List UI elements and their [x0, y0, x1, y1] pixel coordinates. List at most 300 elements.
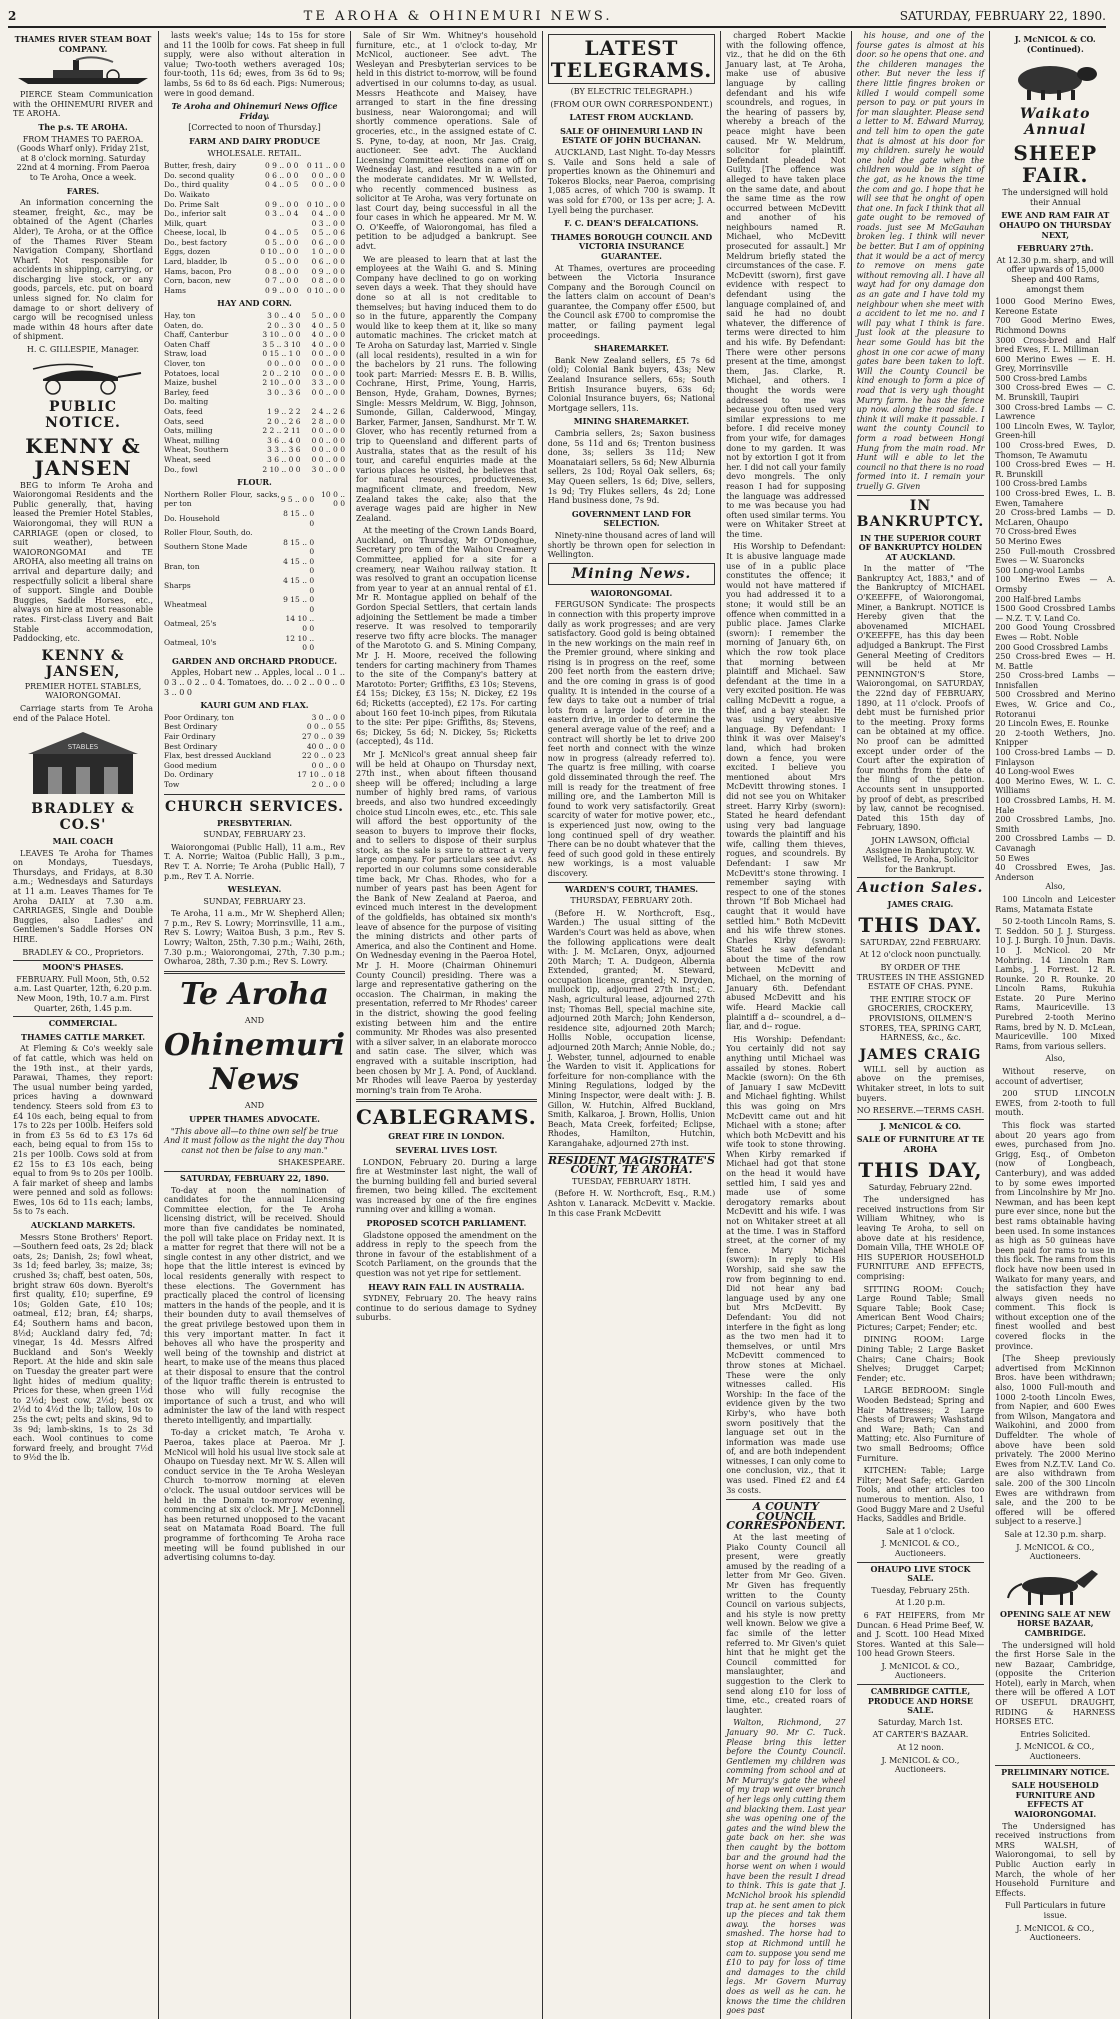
table-cell-price: 0 10 .. 0 0 [298, 200, 345, 210]
sheep-lot-item: 20 Cross-bred Lambs — D. McLaren, Ohaupo [995, 508, 1115, 527]
table-cell-item: Do. Prime Salt [164, 200, 252, 210]
resident-magistrate-body: (Before H. W. Northcroft, Esq., R.M.) Ashton v. Lanarack. McDevitt v. Mackie. In this case Frank McDevitt [548, 1189, 715, 1218]
kenny-jansen-stables: PREMIER HOTEL STABLES, WAIORONGOMAI. [13, 682, 153, 701]
wardens-court-heading: WARDEN'S COURT, THAMES. [548, 882, 715, 895]
sheep-lot-item: 1500 Good Crossbred Lambs — N.Z. T. V. Land Co. [995, 604, 1115, 623]
farm-produce-columns: WHOLESALE. RETAIL. [164, 149, 345, 159]
editorial-date: SATURDAY, FEBRUARY 22, 1890. [164, 1171, 345, 1184]
cricket-item: We are pleased to learn that at last the employees at the Waihi G. and S. Mining Company have declined to go on working seven days a week. That they should have done so at all is not creditable to themselves; but having induced them to do so in the future, apparently the Company would like to keep them at it, like so many automatic machines. The cricket match at Te Aroha on Saturday last, Married v. Single (all local residents), resulted in a win for the bachelors by 21 runs. The following took part: Married: Messrs E. B. B. Willis, Cochrane, Hirst, Prime, Young, Harris, Benson, Hyde, Graham, Downes, Byrnes; Single: Messrs Meldrum, W. Bigg, Johnson, Sumonde, Gillan, Calderwood, Mingay, Barker, Farmer, Jansen, Sandhurst. Mr T. W. Glover, who has recently returned from a trip to Queensland and different parts of Australia, states that as the result of his tour, and careful enquiries made at the various places he visited, he believes that for natural resources, productiveness, magnificent climate, and freedom, New Zealand takes the cake; also that the average wages paid are higher in New Zealand. [356, 255, 537, 524]
sheep-fair-item: Mr J. McNicol's great annual sheep fair will be held at Ohaupo on Thursday next, 27th inst., when about fifteen thousand sheep will be offered; including a large number of highly bred rams, of various breeds, and also two hundred exceedingly choice stud Lincoln ewes, etc., etc. This sale will afford the best opportunity of the season to buyers to improve their flocks, and to sellers to dispose of their surplus stock, as the sale is sure to attract a very large company. For particulars see advt. As reported in our columns some considerable time back, Mr Chas. Rhodes, who for a number of years past has been Agent for the Bank of New Zealand at Paeroa, and evinced much interest in the development of the goldfields, has obtained six month's leave of absence for the purpose of visiting the mining districts and other parts of America, and also the Continent and Home. On Wednesday evening in the Paeroa Hotel, Mr J. H. Moore (Chairman Ohinemuri County Council) presiding. There was a large and representative gathering on the occasion. The Chairman, in making the presentation, referred to Mr Rhodes' career in the district, showing the good feeling existing between him and the entire community. Mr Rhodes was also presented with a silver salver, in an elaborate morocco and satin case. The silver, which was engraved with a suitable inscription, had been chosen by Mr J. A. Pond, of Auckland. Mr Rhodes will leave Paeroa by yesterday morning's train from Te Aroha. [356, 750, 537, 1095]
court-case-part-2: His Worship to Defendant: It is abusive language made use of in a public place constitutes the offence; it would not have mattered if you had addressed it to a stone; it would still be an offence when committed in a public place. James Clarke (sworn): I remember the morning of January 6th, on which the row took place that morning between plaintiff and Michael. Saw defendant at the time in a very excited position. He was calling McDevitt a rogue, a thief, and a bay stealer. He was using very abusive language. By Defendant: I think it was over Maisey's land, which had broken down a fence, you were excited. I believe you mentioned about Mrs McDevitt throwing stones. I did not see you on Whitaker street. Harry Kirby (sworn): Stated he heard defendant using very bad language towards the plaintiff and his wife, calling them thieves, rogues, and scoundrels. By Defendant: I saw Mr McDevitt's stone throwing. I remember saying with respect to one of the stones thrown "If Bob Michael had caught that it would have settled him." Both McDevitt and his wife threw stones. Charles Kirby (sworn): Stated he saw defendant about the time of the row between McDevitt and Michael, on the morning of January 6th. Defendant abused McDevitt and his wife. Heard Mackie call plaintiff a d-- scoundrel, a d-- liar, and d-- rogue. [726, 542, 845, 1031]
kauri-gum-row [164, 713, 345, 723]
cambridge-sale-time: At 12 noon. [857, 1743, 985, 1753]
table-cell-price: 14 10 .. 0 0 [280, 614, 314, 633]
farm-produce-row [164, 180, 345, 190]
column-2 [159, 31, 351, 2019]
table-cell-item: Flax, best dressed Auckland [164, 751, 289, 761]
crown-lands-item: At the meeting of the Crown Lands Board, Auckland, on Thursday, Mr O'Donoghue, Secretary pro tem of the Waihou Creamery Committee, applied for a site for a creamery, near Waihou railway station. It was resolved to grant an occupation license from year to year at an annual rental of £1. Mr R. Montague applied on behalf of the Gordon Special Settlers, that certain lands adjoining the Settlement be made a timber reserve. It was resolved to temporarily reserve two fifty acre blocks. The manager of the Marototo G. and S. Mining Company, Mr J. H. Moore, received the following tenders for carting machinery from Thames to the site of the Company's battery at Marototo: Porter; Griffiths, £3 10s; Stevens, £4 15s; Dickey, £3 15s; N. Dickey, £2 19s 6d; Ricketts (accepted), £2 17s. For carting about 160 feet 10-inch pipes, from Rikutaia to the site: Per pipe: Griffiths, 8s; Stevens, 6s; Dickey, 5s 6d; N. Dickey, 5s; Ricketts (accepted), 4s 11d. [356, 526, 537, 747]
table-cell-price: 22 0 .. 0 23 [289, 751, 345, 761]
table-cell-price: 0 5 .. 0 0 [252, 257, 299, 267]
table-cell-price: 2 0 .. 2 6 [250, 417, 301, 427]
table-cell-item: Clover, ton [164, 359, 250, 369]
land-sale-body: AUCKLAND, Last Night. To-day Messrs S. Vaile and Sons held a sale of properties known as the Ohinemuri and Tokeros Blocks, near Paeroa, comprising 1,085 acres, of which 700 is swamp. It was sold for £700, or 13s per acre; J. A. Lyell being the purchaser. [548, 148, 715, 215]
local-items: Sale of Sir Wm. Whitney's household furniture, etc., at 1 o'clock to-day, Mr McNicol, auctioneer. See advt. The Wesleyan and Presbyterian services to be held in this district to-morrow, will be found advertised in our columns to-day, as usual. Messrs Heathcote and Maisey, have arranged to start in the fine dressing business, near Waiorongomai; and will shortly commence operations. Sale of groceries, etc., in the assigned estate of C. S. Pyne, to-day, at noon, Mr Jas. Craig, auctioneer. See advt. The Auckland Licensing Committee elections came off on Wednesday last, and resulted in a win for the moderate candidates. Mr W. Wellsted, who recently commenced business as solicitor at Te Aroha, was very fortunate on last Court day, being successful in all the four cases in which he appeared. Mr M. W. O. O'Keeffe, of Waiorongomai, has filed a petition to be adjudged a bankrupt. See advt. [356, 31, 537, 252]
garden-produce-heading: GARDEN AND ORCHARD PRODUCE. [164, 657, 345, 667]
given-letter: Walton, Richmond, 27 January 90. Mr C. Tuck. Please bring this letter before the County Council. Gentlemen my children was comming from school and at Mr Murray's gate the wheel of my trap went over branch of her legs only cutting them and blacking them. Last year she was opening one of the gates and the wind blew the gate back on her. she was then caught by the bottom bar and the ground had the horse went on when i would have been the result I dread to think. This is gate that J. McNichol brook his splendid trap at. he sent amen to pick up the pieces and tak them away. the horses was smashed. The horse had to stop at Richmond untill he cam to. suppose you send me £10 to pay for loss of time and damages to the child legs. Mr Govern Murray does as well as he can. he knows the time the children goes past [726, 1718, 845, 2015]
sheep-lot-item: 100 Merino Ewes — A. Ormsby [995, 575, 1115, 594]
kenny-jansen-heading-2: KENNY & JANSEN, [13, 648, 153, 680]
shakespeare-attribution: SHAKESPEARE. [164, 1158, 345, 1168]
sheep-lot-item: 100 Cross-bred Ewes — H. R. Brunskill [995, 460, 1115, 479]
farm-produce-row [164, 200, 345, 210]
table-cell-price [250, 397, 301, 407]
table-cell-price: 4 0 .. 5 0 [301, 321, 345, 331]
table-cell-price: 0 0 .. 0 0 [301, 426, 345, 436]
mining-sharemarket-body: Cambria sellers, 2s; Saxon business done, 5s 11d and 6s; Trenton business done, 3s; sellers 3s 11d; New Moanataiari sellers, 5s 6d; New Alburnia sellers, 2s 10d; Royal Oak sellers, 6s; May Queen sellers, 1s 6d; Dive, sellers, 1s 9d; Try Flukes sellers, 4s 2d; Lone Hand business done, 7s 9d. [548, 429, 715, 506]
table-cell-item: Straw, load [164, 349, 250, 359]
rain-heading: HEAVY RAIN FALL IN AUSTRALIA. [356, 1283, 537, 1293]
sheep-lot-item: 200 Crossbred Lambs, Jno. Smith [995, 815, 1115, 834]
flour-row [164, 595, 345, 614]
james-craig-body: WILL sell by auction as above on the premises, Whitaker street, in lots to suit buyers. [857, 1065, 985, 1103]
table-cell-price: 0 0 .. 0 0 [301, 455, 345, 465]
table-cell-item: Oats, feed [164, 407, 250, 417]
steamer-name: The p.s. TE AROHA. [13, 123, 153, 133]
table-cell-price: 4 0 .. 0 0 [301, 340, 345, 350]
masthead [8, 6, 1106, 28]
farm-produce-row [164, 238, 345, 248]
market-continued: lasts week's value; 14s to 15s for store and 11 the 100lb for cows. Fat sheep in full supply, were also without alteration in value; Two-tooth wethers averaged 10s; four-tooth, 11s 6d; ewes, from 3s 6d to 9s; lambs, 5s 6d to 8s 6d each. Pigs: Numerous; were in good demand. [164, 31, 345, 98]
kauri-gum-row [164, 722, 345, 732]
table-cell-price: 0 9 .. 0 0 [252, 286, 299, 296]
sheep-lot-item: 70 Cross-bred Ewes [995, 527, 1115, 537]
flour-row [164, 528, 345, 538]
steamboat-icon [13, 58, 153, 86]
table-cell-item: Sharps [164, 576, 280, 595]
table-cell-price: 0 4 .. 0 5 [252, 228, 299, 238]
table-cell-item: Wheat, Southern [164, 445, 250, 455]
sheep-lot-item: 500 Crossbred and Merino Ewes, W. Grice and Co., Rotoranui [995, 690, 1115, 719]
wesleyan-heading: WESLEYAN. [164, 885, 345, 895]
table-cell-price: 9 5 .. 0 0 [280, 490, 314, 509]
wesleyan-date: SUNDAY, FEBRUARY 23. [164, 897, 345, 907]
opening-sale-heading: OPENING SALE AT NEW HORSE BAZAAR, CAMBRIDGE. [995, 1610, 1115, 1639]
stables-building-icon [28, 727, 138, 797]
newspaper-name-ohinemuri: Ohinemuri News [164, 1029, 345, 1097]
fire-subheading: SEVERAL LIVES LOST. [356, 1146, 537, 1156]
table-cell-price: 0 5 .. 0 6 [298, 228, 345, 238]
table-cell-price: 0 9 .. 0 0 [252, 161, 299, 171]
table-cell-item: Cheese, local, lb [164, 228, 252, 238]
hay-corn-row [164, 369, 345, 379]
table-cell-price: 0 0 .. 0 0 [298, 171, 345, 181]
table-cell-price: 3 0 .. 0 0 [301, 465, 345, 475]
table-cell-price: 0 0 .. 0 0 [301, 445, 345, 455]
hay-corn-row [164, 397, 345, 407]
hay-corn-row [164, 378, 345, 388]
table-cell-price [314, 538, 345, 557]
table-cell-price: 0 4 .. 0 0 [298, 209, 345, 219]
table-cell-item: Eggs, dozen [164, 247, 252, 257]
latest-telegrams-heading: LATEST TELEGRAMS. [548, 34, 715, 84]
table-cell-price: 3 10 .. 0 0 [250, 330, 301, 340]
flour-row [164, 614, 345, 633]
kauri-gum-row [164, 751, 345, 761]
resident-magistrate-heading: RESIDENT MAGISTRATE'S COURT, TE AROHA. [548, 1153, 715, 1175]
sheep-lot-item: 100 Cross-bred Lambs [995, 479, 1115, 489]
table-cell-item: Oats, seed [164, 417, 250, 427]
table-cell-price: 9 15 .. 0 0 [280, 595, 314, 614]
moon-phases-heading: MOON'S PHASES. [13, 960, 153, 973]
table-cell-price: 0 11 .. 0 0 [298, 161, 345, 171]
government-land-heading: GOVERNMENT LAND FOR SELECTION. [548, 510, 715, 529]
kauri-gum-row [164, 770, 345, 780]
sheep-lot-item: 100 Lincoln Ewes, W. Taylor, Green-hill [995, 422, 1115, 441]
commercial-heading: COMMERCIAL. [13, 1016, 153, 1029]
hay-corn-row [164, 340, 345, 350]
table-cell-price: 2 0 .. 2 10 [250, 369, 301, 379]
court-case-part-1: charged Robert Mackie with the following offence, viz., that he did on the 6th January last, at Te Aroha, make use of abusive language by calling defendant and his wife scoundrels, and rogues, in the hearing of passers by, whereby a breach of the peace might have been caused. Mr W. Meldrum, solicitor for plaintiff. Defendant pleaded Not Guilty. [The offence was alleged to have taken place on the same date, and about the same time as the row occurred between McDevitt and another of his neighbours named R. Michael, who McDevitt prosecuted for assault.] Mr Meldrum briefly stated the circumstances of the case. F. McDevitt (sworn), first gave evidence with respect to defendant using the language complained of, and said he had no doubt whatever, the difference of terms were directed to him and his wife. By Defendant: There were other persons present at the time, amongst them, Jas. Clarke, R. Michael, and others. I thought the words were addressed to me was because you often used very similar expressions to me before. I did receive money from your wife, for damages done to my garden. It was not by extortion I got it from her. I did not call your family devo mongrels. The only reason I had for supposing the language was addressed to me was because you had often used similar terms. You were on Whitaker Street at the time. [726, 31, 845, 539]
table-cell-price: 3 5 .. 3 10 [250, 340, 301, 350]
table-cell-price: 0 4 .. 0 5 [252, 180, 299, 190]
kenny-jansen-heading: KENNY & JANSEN [13, 435, 153, 479]
hay-corn-row [164, 407, 345, 417]
kauri-gum-row [164, 780, 345, 790]
this-day-time: At 12 o'clock noon punctually. [857, 950, 985, 960]
latest-auckland-heading: LATEST FROM AUCKLAND. [548, 113, 715, 123]
column-4 [543, 31, 721, 2019]
wardens-court-body: (Before H. W. Northcroft, Esq., Warden.) The usual sitting of the Warden's Court was held as above, when the following applications were dealt with: J. M. McLaren, Onyx, adjourned 20th March; T. A. Dudgeon, Albernia Extended, granted; M. Steward, occupation license, granted; N. Dryden, mullock tip, adjourned 27th inst.; C. Nash, agricultural lease, adjourned 27th inst; Thomas Bell, special machine site, adjourned 20th March; John Kenderson, residence site, adjourned 20th March; Hollis Noble, occupation license, adjourned 20th March; Annie Noble, do.; J. Webster, tunnel, adjourned to enable the Warden to visit it. Applications for forfeiture for non-compliance with the Mining Regulations, lodged by the Mining Inspector, were dealt with: J. B. Gillon, W. Hutchin, Alfred Buckland, Smith, Kalkaroa, J. Brown, Hollis, Union Beach, Mata Creek, forfeited; Eclipse, Rhodes, Hamilton, Hutchin, Karangahake, adjourned 27th inst. [548, 909, 715, 1149]
kauri-gum-row [164, 761, 345, 771]
sheep-lot-item: 400 Merino Ewes, W. L. C. Williams [995, 777, 1115, 796]
sheep-lot-item: 300 Cross-bred Ewes — C. M. Brunskill, Taupiri [995, 383, 1115, 402]
moon-phases-body: FEBRUARY. Full Moon, 5th, 0.52 a.m. Last Quarter, 12th, 6.20 p.m. New Moon, 19th, 10.7 a.m. First Quarter, 26th, 1.45 p.m. [13, 975, 153, 1013]
table-cell-item: Oatmeal, 10's [164, 634, 280, 653]
rain-body: SYDNEY, February 20. The heavy rains continue to do serious damage to Sydney suburbs. [356, 1294, 537, 1323]
table-cell-price [252, 190, 299, 200]
table-cell-item: Do. Ordinary [164, 770, 289, 780]
government-land-body: Ninety-nine thousand acres of land will shortly be thrown open for selection in Wellington. [548, 531, 715, 560]
sheep-lot-item: 50 Merino Ewes [995, 537, 1115, 547]
sheep-lot-item: 500 Cross-bred Lambs [995, 374, 1115, 384]
flour-row [164, 509, 345, 528]
sheep-fair-date: FEBRUARY 27th. [995, 244, 1115, 254]
hay-corn-row [164, 349, 345, 359]
land-sale-heading: SALE OF OHINEMURI LAND IN ESTATE OF JOHN BUCHANAN. [548, 127, 715, 146]
farm-produce-row [164, 286, 345, 296]
table-cell-price: 2 10 .. 0 0 [250, 378, 301, 388]
cambridge-sale-date: Saturday, March 1st. [857, 1718, 985, 1728]
hay-corn-row [164, 436, 345, 446]
table-cell-price: 0 0 .. 0 0 [301, 388, 345, 398]
wesleyan-body: Te Aroha, 11 a.m., Mr W. Shepherd Allen; 7 p.m., Rev S. Lowry; Morrinsville, 11 a.m., Rev S. Lowry; Waitoa Bush, 3 p.m., Rev S. Lowry; Walton, 25th, 7.30 p.m.; Waihi, 26th, 7.30 p.m.; Waiorongomai, 27th, 7.30 p.m.; Owharoa, 28th, 7.30 p.m.; Rev S. Lowry. [164, 909, 345, 967]
table-cell-price: 3 0 .. 0 0 [289, 713, 345, 723]
table-cell-item: Hay, ton [164, 311, 250, 321]
table-cell-price: 0 0 .. 0 55 [289, 722, 345, 732]
sheep-lot-item: 40 Long-wool Ewes [995, 767, 1115, 777]
no-reserve: NO RESERVE.—TERMS CASH. [857, 1106, 985, 1116]
table-cell-price: 3 0 .. 3 6 [250, 388, 301, 398]
table-cell-item: Hams, bacon, Pro [164, 267, 252, 277]
table-cell-price: 0 6 .. 0 0 [252, 171, 299, 181]
sheep-lot-item: 40 Crossbred Ewes, Jas. Anderson [995, 863, 1115, 882]
farm-produce-row [164, 257, 345, 267]
sale-time: Sale at 12.30 p.m. sharp. [995, 1530, 1115, 1540]
preliminary-notice-heading: PRELIMINARY NOTICE. [995, 1765, 1115, 1778]
given-letter-continued: his house, and one of the fourse gates is almost at his door. so he opens that one. and the childeren manages the other. But never the less if there little fingres broken or killed I would compell some person to pay. or put yours in for man slaughter. Please send a letter to M. Edward Murray, and tell him to open the gate that is almost at his door for my children. surely he would one hold the gate when the children would be in sight of the gat, as he knows the time the com and go. I hope that he will see that he onght of open that one. In fack I think that all gate ought to be removed of roads. just see M McGauhan broken leg. I think will never be better. But I am of oppining that it would be a act of mercy to remove on mens gate without removing all. I have all wayt had for ony damage don as an gate and I have told my neighbour when she meet with a accident to let me no. and I will pay what I think is fare. Just look at the pleasure to hear some Gould has bit the ghost in one cor acwe of many gates bare been taken to loft. Will the County Council be kind enough to form a pice of road that is very ugh thought Murry farm. he has the fence up now. along the road side. I think it will make it passable. I want the county Council to form a road between Hongi Hung from the main road. Mr Hunt will e able to let the council no that there is no road formed into it. I remain your truelly G. Given [857, 31, 985, 492]
table-cell-price [314, 634, 345, 653]
telegrams-sub-2: (FROM OUR OWN CORRESPONDENT.) [548, 100, 715, 110]
table-cell-item: Do. Household [164, 509, 280, 528]
sheep-lot-item: 250 Full-mouth Crossbred Ewes — W. Suaroncks [995, 547, 1115, 566]
farm-produce-heading: FARM AND DAIRY PRODUCE [164, 137, 345, 147]
sheep-lot-item: 250 Cross-bred Ewes — H. M. Battle [995, 652, 1115, 671]
sheep-lot-item: 100 Cross-bred Ewes, D. Thomson, Te Awamutu [995, 441, 1115, 460]
farm-produce-row [164, 247, 345, 257]
sheep-lot-item: 20 2-tooth Wethers, Jno. Knipper [995, 729, 1115, 748]
columns [8, 31, 1106, 1349]
table-cell-price: 0 3 .. 0 4 [252, 209, 299, 219]
table-cell-item: Oaten, do. [164, 321, 250, 331]
entries-solicited: Entries Solicited. [995, 1730, 1115, 1740]
table-cell-item: Southern Stone Made [164, 538, 280, 557]
sheep-lot-item: 20 Lincoln Ewes, E. Rounke [995, 719, 1115, 729]
garden-produce-body: Apples, Hobart new .. Apples, local .. 0 1 .. 0 3 .. 0 2 .. 0 4. Tomatoes, do. .. 0 2 .. 0 0 .. 0 3 .. 0 0 [164, 668, 345, 697]
kitchen: KITCHEN: Table; Large Filter; Meat Safe; etc. Garden Tools, and other articles too numerous to mention. Also, 1 Good Buggy Mare and 2 Useful Hacks, Saddles and Bridle. [857, 1466, 985, 1524]
auctioneer-signature-1: J. McNICOL & CO., Auctioneers. [857, 1539, 985, 1558]
sheep-lot-item: 3000 Cross-bred and Half bred Ewes, F. L. Milliman [995, 336, 1115, 355]
sheep-lot-item: 200 Good Young Crossbred Ewes — Robt. Noble [995, 623, 1115, 642]
table-cell-item: Oats, milling [164, 426, 250, 436]
auctioneer-signature-2: J. McNICOL & CO., Auctioneers. [857, 1662, 985, 1681]
auckland-markets-body: Messrs Stone Brothers' Report.—Southern feed oats, 2s 2d; black oats, 2s; Danish, 2s; fowl wheat, 3s 1d; feed barley, 3s; maize, 3s; crushed 3s; chaff, best oaten, 50s, bright straw 60s down. Byerolt's first quality, £10; superfine, £9 10s; Golden Gate, £10 10s; oatmeal, £12; bran, £4; sharps, £4; Southern hams and bacon, 8½d; Auckland dairy fed, 7d; vinegar, 1s 4d. Messrs Alfred Buckland and Son's Weekly Report. At the hide and skin sale on Tuesday the greater part were light hides of medium quality; Prices for these, when green 1½d to 2½d; best cow, 2½d; best ox 2½d to 4½d the lb; tallow, 10s to 25s the cwt; pelts and skins, 9d to 3s 9d; lamb-skins, 1s to 2s 3d each. Wool continues to come forward freely, and brought 7½d to 9½d the lb. [13, 1233, 153, 1463]
this-day-heading: THIS DAY. [857, 914, 985, 936]
hay-corn-row [164, 455, 345, 465]
kauri-gum-table [164, 713, 345, 790]
table-cell-item: Corn, bacon, new [164, 276, 252, 286]
sheep-fair-body: At 12.30 p.m. sharp, and will offer upwards of 15,000 Sheep and 400 Rams, amongst them [995, 256, 1115, 294]
mining-news-body: FERGUSON Syndicate: The prospects in connection with this property improve daily as work progresses; and are very satisfactory. Good gold is being obtained in the new workings on the main reef in the Premier ground, where sinking and rising is in progress on the reef, some 200 feet north from the eastern drive; and the ore coming in grass is of good quality. It is intended in the course of a few days to take out a number of trial lots from a large lode of ore in the eastern drive, in order to determine the general average value of the reef; and a contract will shortly be let to drive 200 feet north and connect with the winze now in progress (already referred to). The quartz is free milling, with coarse gold disseminated through the reef. The mill is ready for the treatment of free milling ore, and the Lamberton Mill is found to work very satisfactorily. Great scarcity of water for motive power, etc., is experienced just now, owing to the long continued spell of dry weather. There can be no doubt whatever that the feed of such good gold in these entirely new workings, is a most valuable discovery. [548, 600, 715, 878]
table-cell-item: Do. malting [164, 397, 250, 407]
mcnicol-heading: J. McNICOL & CO. [857, 1119, 985, 1132]
table-cell-item: Do., best factory [164, 238, 252, 248]
table-cell-item: Best Ordinary [164, 742, 289, 752]
sheep-lot-item: 200 Good Crossbred Lambs [995, 643, 1115, 653]
auctioneer-craig: JAMES CRAIG. [857, 900, 985, 910]
rams-heading: 100 Lincoln and Leicester Rams, Matamata Estate [995, 895, 1115, 914]
table-cell-price: 0 0 .. 0 0 [289, 761, 345, 771]
sheep-lot-item: 500 Long-wool Lambs [995, 566, 1115, 576]
table-cell-price: 4 15 .. 0 0 [280, 576, 314, 595]
mining-news-heading: Mining News. [548, 563, 715, 585]
table-cell-item: Fair Ordinary [164, 732, 289, 742]
table-cell-price [314, 528, 345, 538]
church-services-heading: CHURCH SERVICES. [164, 799, 345, 815]
mail-coach-heading: MAIL COACH [13, 837, 153, 847]
hay-corn-row [164, 426, 345, 436]
farm-produce-row [164, 228, 345, 238]
table-cell-price: 0 10 .. 0 0 [252, 247, 299, 257]
table-cell-price [252, 219, 299, 229]
county-correspondent-heading: A COUNTY COUNCIL CORRESPONDENT. [726, 1499, 845, 1531]
hay-corn-row [164, 388, 345, 398]
sheep-lot-item: 200 Crossbred Lambs — D. Cavanagh [995, 834, 1115, 853]
sheep-lot-item: 50 Ewes [995, 854, 1115, 864]
fares-heading: FARES. [13, 187, 153, 197]
cattle-market-heading: THAMES CATTLE MARKET. [13, 1033, 153, 1043]
without-reserve: Without reserve, on account of advertiser, [995, 1067, 1115, 1086]
this-day-stock: THE ENTIRE STOCK OF GROCERIES, CROCKERY, PROVISIONS, OILMEN'S STORES, TEA, SPRING CART, HARNESS, &c., &c. [857, 995, 985, 1043]
mining-sharemarket-heading: MINING SHAREMARKET. [548, 417, 715, 427]
table-cell-price: 8 15 .. 0 0 [280, 538, 314, 557]
auctioneer-signature-4: J. McNICOL & CO., Auctioneers. [995, 1543, 1115, 1562]
table-cell-price [314, 576, 345, 595]
fire-heading: GREAT FIRE IN LONDON. [356, 1132, 537, 1142]
fire-body: LONDON, February 20. During a large fire at Westminster last night, the wall of the burning building fell and buried several firemen, two being killed. The excitement was increased by one of the fire engines running over and killing a woman. [356, 1158, 537, 1216]
court-case-part-3: His Worship: Defendant: You certainly did not say anything until Michael was assailed by stones. Robert Mackie (sworn): On the 6th of January I saw McDevitt and Michael fighting. Whilst this was going on Mrs McDevitt came out and hit Michael with a stone; after which both McDevitt and his wife took to stone throwing. When Kirby remarked if Michael had got that stone on the head it would have settled him, I said yes and made use of some derogatory remarks about McDevitt and his wife. I was not on Whitaker street at all at the time. I was in Stafford street, at the corner of my fence. Mary Michael (sworn): In reply to His Worship, said she saw the row from beginning to end. Did not hear any bad language used by any one but Mrs McDevitt. By Defendant: You did not interfere in the fight as long as the two men had it to themselves, or until Mrs McDevitt commenced to throw stones at Michael. These were the only witnesses called. His Worship: In the face of the evidence given by the two Kirby's, who have both sworn positively that the language set out in the information was made use of, and are both independent witnesses, I can only come to one conclusion, viz., that it was used. Fined £2 and £4 3s costs. [726, 1035, 845, 1496]
farm-produce-row [164, 267, 345, 277]
table-cell-item: Barley, feed [164, 388, 250, 398]
scotch-parliament-body: Gladstone opposed the amendment on the address in reply to the speech from the throne in favour of the establishment of a Scotch Parliament, on the grounds that the question was not yet ripe for settlement. [356, 1231, 537, 1279]
sheep-icon [995, 58, 1115, 102]
bedroom: LARGE BEDROOM: Single Wooden Bedstead; Spring and Hair Mattresses; 2 Large Chests of Drawers; Washstand and Ware; Bath; Can and Matting; etc. Also Furniture of two small Bedrooms; Office Furniture. [857, 1386, 985, 1463]
cattle-market-body: At Fleming & Co's weekly sale of fat cattle, which was held on the 19th inst., at their yards, Parawai, Thames, they report: The usual number being yarded, prices having a downward tendency. Steers sold from £3 to £4 10s each, being equal to from 17s to 22s per 100lb. Heifers sold in from £3 5s 6d to £3 17s 6d each, being equal to from 15s to 21s per 100lb. Cows sold at from £2 15s to £3 10s each, being equal to from 9s to 20s per 100lb. A fair market of sheep and lambs were penned and sold as follows: Ewes, 10s 6d to 11s each; lambs, 5s to 7s each. [13, 1044, 153, 1217]
table-cell-item: Potatoes, local [164, 369, 250, 379]
bankruptcy-sub: IN THE SUPERIOR COURT OF BANKRUPTCY HOLDEN AT AUCKLAND. [857, 534, 985, 563]
steam-manager: H. C. GILLESPIE, Manager. [13, 345, 153, 355]
sheep-lot-item: 600 Merino Ewes — E. H. Grey, Morrinsville [995, 355, 1115, 374]
county-correspondent-body: At the last meeting of Piako County Council all present, were greatly amused by the reading of a letter from Mr Geo. Given. Mr Given has frequently written to the County Council on various subjects, and his style is now pretty well known. Below we give a fac simile of the letter referred to. Mr Given's quiet hint that he might get the Council committed for manslaughter, and suggestion to the Clerk to send along £10 for loss of time, etc., created roars of laughter. [726, 1533, 845, 1715]
kauri-gum-row [164, 742, 345, 752]
table-cell-price: 0 8 .. 0 0 [298, 276, 345, 286]
table-cell-price: 0 9 .. 0 0 [252, 200, 299, 210]
svg-text:STABLES: STABLES [68, 743, 99, 751]
ohaupo-sale-body: 6 FAT HEIFERS, from Mr Duncan. 6 Head Prime Beef, W. and J. Scott. 100 Head Mixed Stores. Wanted at this Sale—100 head Grown Steers. [857, 1611, 985, 1659]
fares-note: An information concerning the steamer, freight, &c., may be obtained of the Agent (Charles Alder), Te Aroha, or at the Office of the Thames River Steam Navigation Company, Shortland Wharf. Not responsible for accidents in shipping, carrying, or discharging live stock, or any goods, parcels, etc. put on board unless signed for. No claim for damage to or short delivery of cargo will be recognised unless made within 48 hours after date of shipment. [13, 198, 153, 342]
flour-row [164, 634, 345, 653]
column-3 [351, 31, 543, 2019]
local-news-body: To-day a cricket match, Te Aroha v. Paeroa, takes place at Paeroa. Mr J. McNicol will hold his usual live stock sale at Ohaupo on Tuesday next. Mr W. S. Allen will conduct service in the Te Aroha Wesleyan Church to-morrow morning at eleven o'clock. The usual outdoor services will be held in the Domain to-morrow evening, commencing at six o'clock. Mr J. McDonnell has been returned unopposed to the vacant seat on Matamata Road Board. The full programme of forthcoming Te Aroha race meeting will be found published in our advertising columns to-day. [164, 1428, 345, 1562]
stud-lincoln-heading: 200 STUD LINCOLN EWES, from 2-tooth to full mouth. [995, 1089, 1115, 1118]
table-cell-price: 1 0 .. 0 0 [298, 247, 345, 257]
hay-corn-row [164, 465, 345, 475]
sheep-lots-list [995, 297, 1115, 882]
table-cell-item: Wheatmeal [164, 595, 280, 614]
flour-row [164, 557, 345, 576]
hay-corn-row [164, 445, 345, 455]
opening-sale-body: The undersigned will hold the first Horse Sale in the new Bazaar, Cambridge, (opposite the Criterion Hotel), early in March, when there will be offered A LOT OF USEFUL DRAUGHT, RIDING & HARNESS HORSES ETC. [995, 1641, 1115, 1727]
steam-boat-body: PIERCE Steam Communication with the OHINEMURI RIVER and TE AROHA. [13, 90, 153, 119]
bradley-body: LEAVES Te Aroha for Thames on Mondays, Tuesdays, Thursdays, and Fridays, at 8.30 a.m.; Wednesdays and Saturdays at 11 a.m. Leaves Thames for Te Aroha DAILY at 7.30 a.m. CARRIAGES, Single and Double Buggies, also Ladies' and Gentlemen's Saddle Horses ON HIRE. [13, 849, 153, 945]
table-cell-item: Oaten Chaff [164, 340, 250, 350]
table-cell-price: 0 6 .. 0 0 [298, 257, 345, 267]
cambridge-sale-heading: CAMBRIDGE CATTLE, PRODUCE AND HORSE SALE. [857, 1684, 985, 1716]
table-cell-item: Milk, quart [164, 219, 252, 229]
farm-produce-row [164, 219, 345, 229]
table-cell-price: 3 0 .. 4 0 [250, 311, 301, 321]
sheep-fair-heading: SHEEP FAIR. [995, 142, 1115, 186]
flour-table [164, 490, 345, 653]
table-cell-price: 4 0 .. 0 0 [301, 330, 345, 340]
table-cell-price [314, 557, 345, 576]
ohaupo-sale-time: At 1.20 p.m. [857, 1598, 985, 1608]
table-cell-price: 4 15 .. 0 0 [280, 557, 314, 576]
telegrams-sub: (BY ELECTRIC TELEGRAPH.) [548, 87, 715, 97]
table-cell-price: 8 15 .. 0 0 [280, 509, 314, 528]
table-cell-price: 0 0 .. 0 0 [301, 359, 345, 369]
also-1: Also, [995, 882, 1115, 892]
auctioneer-signature-6: J. McNICOL & CO., Auctioneers. [995, 1924, 1115, 1943]
ewe-ram-fair-heading: EWE AND RAM FAIR AT OHAUPO ON THURSDAY NEXT, [995, 211, 1115, 240]
bradley-heading: BRADLEY & CO.S' [13, 801, 153, 833]
table-cell-price: 0 0 .. 0 0 [298, 180, 345, 190]
table-cell-price: 10 0 .. 0 0 [314, 490, 345, 509]
flour-row [164, 576, 345, 595]
newspaper-name-and-2: AND [164, 1101, 345, 1111]
sheep-lot-item: 1000 Good Merino Ewes, Kereone Estate [995, 297, 1115, 316]
table-cell-price: 0 0 .. 0 0 [301, 436, 345, 446]
hay-corn-row [164, 359, 345, 369]
auckland-markets-heading: AUCKLAND MARKETS. [13, 1221, 153, 1231]
table-cell-item: Chaff, Canterbur [164, 330, 250, 340]
farm-produce-row [164, 171, 345, 181]
column-6 [852, 31, 991, 2019]
table-cell-item: Do., fowl [164, 465, 250, 475]
table-cell-price: 27 0 .. 0 39 [289, 732, 345, 742]
table-cell-price: 2 4 .. 2 6 [301, 407, 345, 417]
flour-row [164, 538, 345, 557]
bankruptcy-body: In the matter of "The Bankruptcy Act, 1883," and of the Bankruptcy of MICHAEL O'KEEFFE, of Waiorongomai, Miner, a Bankrupt. NOTICE is Hereby given that the abovenamed MICHAEL O'KEEFFE, has this day been adjudged a Bankrupt. The First General Meeting of Creditors will be held at Mr PENNINGTON'S Store, Waiorongomai, on SATURDAY, the 22nd day of FEBRUARY, 1890, at 11 o'clock. Proofs of debt must be furnished prior to the meeting. Proxy forms can be obtained at my office. No proof can be admitted except under order of the Court after the expiration of four months from the date of the filing of the petition. Accounts sent in unsupported by proof of debt, as prescribed by law, cannot be recognised. Dated this 15th day of February, 1890. [857, 564, 985, 833]
sheep-lot-item: 700 Good Merino Ewes, Richmond Downs [995, 316, 1115, 335]
sheep-withdrawn-note: [The Sheep previously advertised from McKinnon Bros. have been withdrawn; also, 1000 Full-mouth and 1000 2-tooth Lincoln Ewes, from Napier, and 600 Ewes from Wilson, Mangatora and Waikohini, and 2000 from Duffeldter. The whole of above have been sold privately. The 2000 Merino Ewes from N.Z.T.V. Land Co. are also withdrawn from sale. 200 of the 300 Lincoln Ewes are withdrawn from sale, and the 200 to be offered will be offered subject to a reserve.] [995, 1354, 1115, 1527]
rams-body: 50 2-tooth Lincoln Rams, S. T. Seddon. 50 J. J. Sturgess. 10 J. J. Burgh. 10 Jnun. Davis. 10 J. McNicol. 20 Mr Mohring. 14 Lincoln Ram Lambs, J. Forrest. 12 R. Rounke. 20 R. Rounke. 20 Lincoln Rams, Rukuhia Estate. 20 Pure Merino Rams, Mauriceville. 13 Purebred 2-tooth Merino Rams, bred by N. D. McLean, Mauriceville. 100 Mixed Rams, from various sellers. [995, 917, 1115, 1051]
kenny-jansen-carriage-note: Carriage starts from Te Aroha end of the Palace Hotel. [13, 704, 153, 723]
public-notice-heading: PUBLIC NOTICE. [13, 399, 153, 431]
this-day-date: SATURDAY, 22nd FEBRUARY. [857, 938, 985, 948]
sheep-lot-item: 200 Half-bred Lambs [995, 595, 1115, 605]
table-cell-price: 0 3 .. 0 0 [298, 219, 345, 229]
this-day-date-2: Saturday, February 22nd. [857, 1183, 985, 1193]
farm-produce-table [164, 161, 345, 295]
also-2: Also, [995, 1054, 1115, 1064]
sitting-room: SITTING ROOM: Couch; Large Round Table; Small Square Table; Book Case; American Bent Wood Chairs; Pictures; Carpet; Fender; etc. [857, 1285, 985, 1333]
presbyterian-body: Waiorongomai (Public Hall), 11 a.m., Rev T. A. Norrie; Waitoa (Public Hall), 3 p.m., Rev T. A. Norrie; Te Aroha (Public Hall), 7 p.m., Rev T. A. Norrie. [164, 843, 345, 881]
table-cell-price: 3 3 .. 0 0 [301, 378, 345, 388]
kauri-gum-heading: KAURI GUM AND FLAX. [164, 701, 345, 711]
table-cell-price [298, 190, 345, 200]
table-cell-price: 2 8 .. 0 0 [301, 417, 345, 427]
table-cell-item: Poor Ordinary, ton [164, 713, 289, 723]
scotch-parliament-heading: PROPOSED SCOTCH PARLIAMENT. [356, 1219, 537, 1229]
dining-room: DINING ROOM: Large Dining Table; 2 Large Basket Chairs; Cane Chairs; Book Shelves; Drugget Carpet; Fender; etc. [857, 1335, 985, 1383]
table-cell-price: 2 0 .. 3 0 [250, 321, 301, 331]
farm-produce-row [164, 190, 345, 200]
mcnicol-continued: J. McNICOL & CO. (Continued). [995, 35, 1115, 54]
furniture-sale-heading: SALE OF FURNITURE AT TE AROHA [857, 1135, 985, 1154]
carriage-icon [23, 359, 143, 395]
table-cell-price: 2 10 .. 0 0 [250, 465, 301, 475]
newspaper-title: TE AROHA & OHINEMURI NEWS. [304, 9, 613, 24]
hay-corn-row [164, 417, 345, 427]
kenny-jansen-body: BEG to inform Te Aroha and Waiorongomai Residents and the Public generally, that, having leased the Premier Hotel Stables, Waiorongomai, they will RUN a CARRIAGE (open or closed, to suit weather), between WAIORONGOMAI and TE AROHA, also meeting all trains on arrival and departure daily; and respectfully solicit a liberal share of support. Single and Double Buggies, Saddle Horses, etc., always on hire at most reasonable rates. First-class Livery and Bait Stable accommodation, Paddocking, etc. [13, 481, 153, 644]
table-cell-price: 0 15 .. 1 0 [250, 349, 301, 359]
table-cell-price: 0 10 .. 0 0 [298, 286, 345, 296]
table-cell-item: Lard, bladder, lb [164, 257, 252, 267]
bankruptcy-signature: JOHN LAWSON, Official Assignee in Bankruptcy. W. Wellsted, Te Aroha, Solicitor for the Bankrupt. [857, 836, 985, 874]
table-cell-item: Do., third quality [164, 180, 252, 190]
table-cell-item: Tow [164, 780, 289, 790]
table-cell-item: Maize, bushel [164, 378, 250, 388]
